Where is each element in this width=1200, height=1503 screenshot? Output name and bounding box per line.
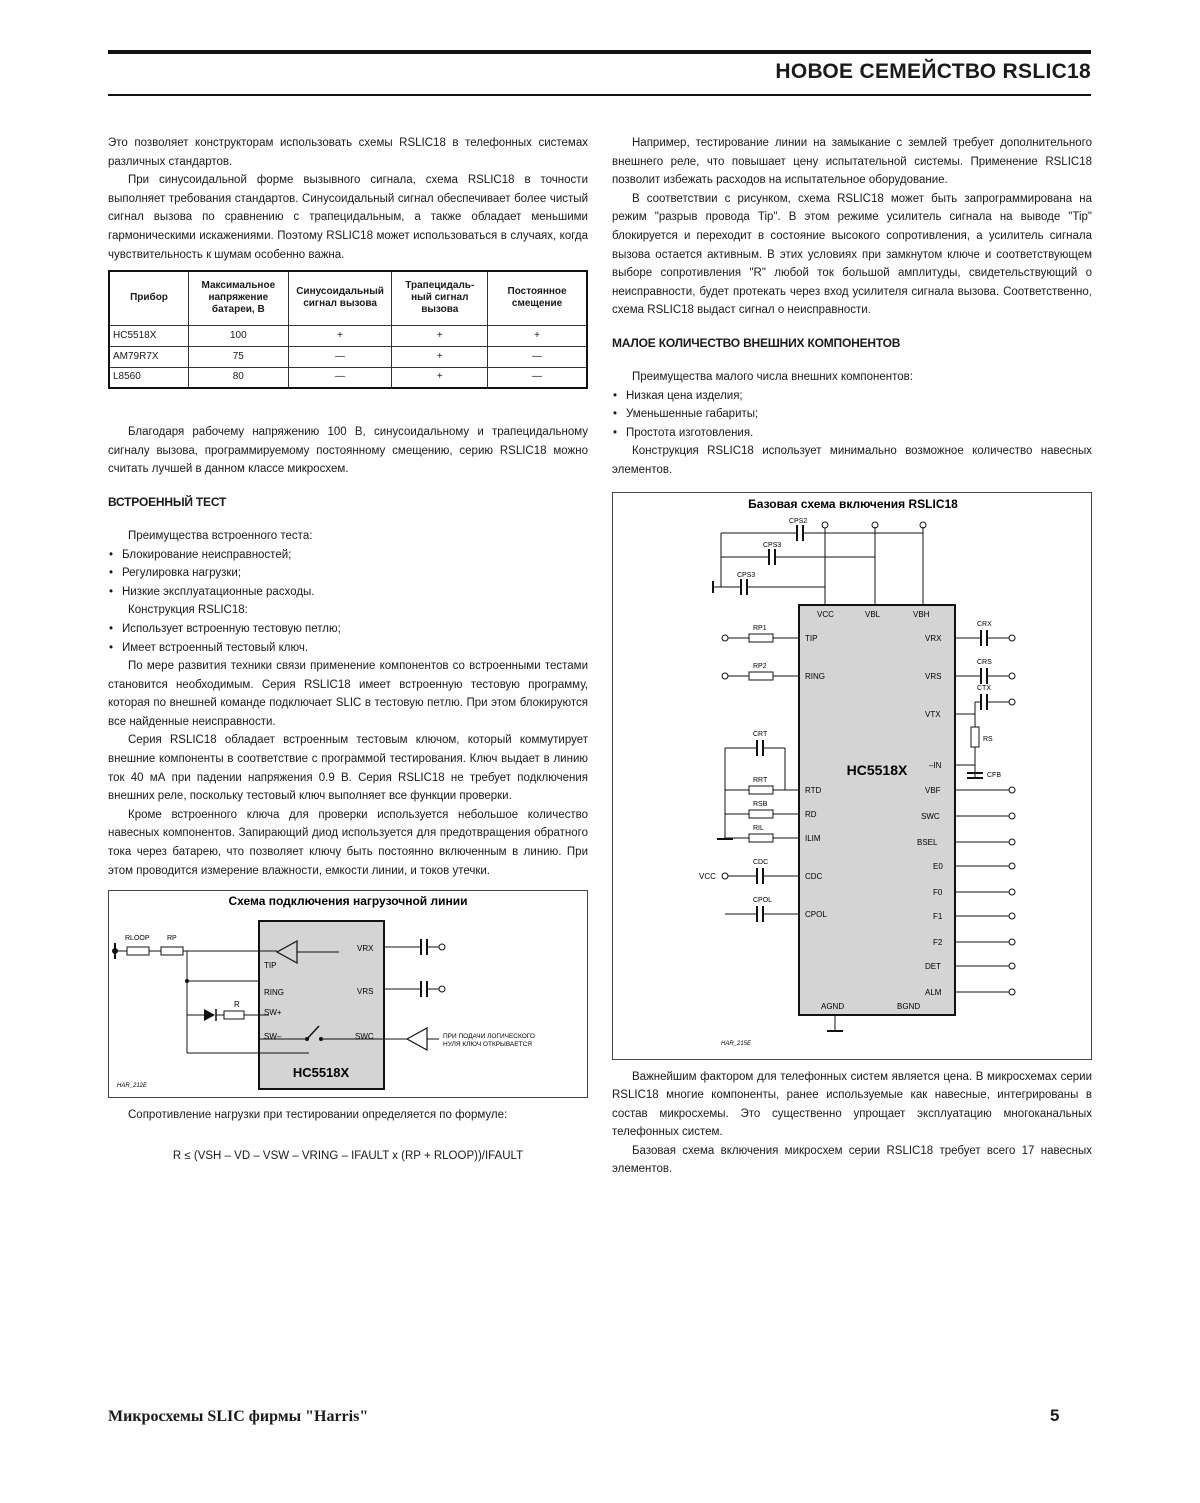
figure-title: Базовая схема включения RSLIC18 [748, 496, 958, 511]
pin-label: DET [925, 961, 941, 971]
table-cell: 100 [189, 325, 289, 346]
terminal [439, 986, 445, 992]
page-number: 5 [1050, 1406, 1060, 1425]
footer-title: Микросхемы SLIC фирмы "Harris" [108, 1408, 369, 1425]
paragraph: Конструкция RSLIC18 использует минимально возможное количество навесных элементов. [612, 445, 1092, 476]
pin-label: TIP [805, 633, 818, 643]
pin-label: VBL [865, 609, 881, 619]
pin-label: VBH [913, 609, 930, 619]
list-intro: Конструкция RSLIC18: [128, 604, 248, 617]
table-cell: HC5518X [109, 325, 189, 346]
chip-body [799, 605, 955, 1015]
basic-circuit-schematic [612, 492, 1092, 1060]
table-cell: — [488, 346, 587, 367]
resistor-rp [161, 947, 183, 955]
pin-label: VBF [925, 785, 941, 795]
basic-circuit-drawing [613, 493, 1091, 1059]
list-item: • Простота изготовления. [612, 424, 1092, 443]
pin-label: CPOL [805, 909, 827, 919]
list-item: • Использует встроенную тестовую петлю; [108, 620, 588, 639]
terminal [1009, 913, 1015, 919]
list-item: • Блокирование неисправностей; [108, 546, 588, 565]
component-label: CDC [753, 858, 769, 866]
page-title: НОВОЕ СЕМЕЙСТВО RSLIC18 [775, 60, 1091, 83]
switch-contact [319, 1037, 323, 1041]
component-label: CFB [987, 771, 1001, 779]
pin-label: F0 [933, 887, 943, 897]
component-label: RS [983, 735, 993, 743]
table-cell: — [288, 367, 392, 388]
component-label: R [234, 1000, 240, 1010]
resistor [749, 810, 773, 818]
pin-label: SWC [355, 1032, 374, 1042]
pin-label: RING [805, 671, 825, 681]
resistor [749, 834, 773, 842]
bullet-list [108, 620, 588, 657]
note-text: НУЛЯ КЛЮЧ ОТКРЫВАЕТСЯ [443, 1041, 532, 1049]
comparison-table [108, 270, 588, 389]
formula: R ≤ (VSH – VD – VSW – VRING – IFAULT x (RP + RLOOP))/IFAULT [172, 1149, 524, 1162]
pin-label: AGND [821, 1001, 845, 1011]
figure-code: HAR_215E [721, 1040, 752, 1047]
list-item: • Низкие эксплуатационные расходы. [108, 583, 588, 602]
list-item: • Низкая цена изделия; [612, 387, 1092, 406]
pin-label: RING [264, 988, 284, 998]
component-label: RP1 [753, 624, 767, 632]
terminal [1009, 863, 1015, 869]
note-text: ПРИ ПОДАЧИ ЛОГИЧЕСКОГО [443, 1033, 535, 1041]
section-heading: ВСТРОЕННЫЙ ТЕСТ [108, 494, 227, 509]
terminal [439, 944, 445, 950]
output-lines [955, 787, 1015, 995]
table-cell: + [392, 367, 488, 388]
component-label: RIL [753, 824, 764, 832]
component-label: RLOOP [125, 935, 150, 943]
paragraph: Важнейшим фактором для телефонных систем является цена. В микросхемах серии RSLIC18 многие компоненты, ранее используемые как навесные, интегрированы в состав микросхемы. Это существенно упрощает эксплуатацию многоканальных телефонных систем. [612, 1070, 1092, 1139]
load-line-schematic-drawing [109, 891, 587, 1097]
resistor-rs [971, 727, 979, 747]
table-cell: + [392, 346, 488, 367]
component-label: RP2 [753, 662, 767, 670]
pin-label: BGND [897, 1001, 921, 1011]
component-label: VCC [699, 871, 716, 881]
list-intro: Преимущества малого числа внешних компонентов: [632, 370, 913, 383]
paragraph: Сопротивление нагрузки при тестировании определяется по формуле: [128, 1109, 508, 1122]
component-label: CRT [753, 730, 768, 738]
paragraph: По мере развития техники связи применение компонентов со встроенными тестами становится необходимым. Серия RSLIC18 имеет встроенную тестовую программу, которая по внешней команде подключает SLIC в тестовую петлю. При этом блокируются все найденные неисправности. [108, 660, 588, 728]
pin-label: ILIM [805, 833, 821, 843]
terminal [722, 635, 728, 641]
pin-label: VRX [925, 633, 942, 643]
pin-label: ALM [925, 987, 942, 997]
table-cell: + [392, 325, 488, 346]
terminal [722, 873, 728, 879]
inverter-symbol [407, 1028, 427, 1050]
table-cell: AM79R7X [109, 346, 189, 367]
terminal [1009, 963, 1015, 969]
table-header-cell: Трапецидаль-ный сигнал вызова [392, 271, 488, 325]
table-cell: — [488, 367, 587, 388]
terminal [822, 522, 828, 528]
chip-label: HC5518X [292, 1065, 350, 1081]
table-cell: L8560 [109, 367, 189, 388]
component-label: CPOL [753, 896, 773, 904]
section-heading: МАЛОЕ КОЛИЧЕСТВО ВНЕШНИХ КОМПОНЕНТОВ [612, 335, 901, 350]
figure-code: HAR_212E [117, 1083, 148, 1090]
pin-label: BSEL [917, 837, 938, 847]
terminal [1009, 813, 1015, 819]
table-header-row [109, 271, 587, 325]
terminal [1009, 673, 1015, 679]
table-header-cell: Максимальное напряжение батареи, В [189, 271, 289, 325]
pin-label: VRX [357, 944, 374, 954]
paragraph: Благодаря рабочему напряжению 100 В, синусоидальному и трапецидальному сигналу вызова, программируемому постоянному смещению, серию RSLIC18 можно считать лучшей в данном классе микросхем. [108, 426, 588, 476]
pin-label: VRS [357, 987, 374, 997]
pin-label: VCC [817, 609, 834, 619]
component-label: CPS3 [737, 571, 756, 579]
component-label: CRX [977, 620, 992, 628]
pin-label: E0 [933, 861, 943, 871]
table-header-cell: Постоянное смещение [488, 271, 587, 325]
list-item: • Уменьшенные габариты; [612, 405, 1092, 424]
component-label: CPS2 [789, 517, 808, 525]
header-bottom-rule [108, 94, 1091, 96]
table-cell: 80 [189, 367, 289, 388]
right-column [612, 134, 1092, 1179]
pin-label: RD [805, 809, 817, 819]
table-header-cell: Прибор [109, 271, 189, 325]
bullet-list [108, 546, 588, 602]
terminal [1009, 635, 1015, 641]
switch-contact [305, 1037, 309, 1041]
component-label: CPS3 [763, 541, 782, 549]
terminal [1009, 889, 1015, 895]
terminal [1009, 839, 1015, 845]
paragraph: Серия RSLIC18 обладает встроенным тестовым ключом, который коммутирует внешние компоненты в соответствие с программой тестирования. Ключ выдает в линию ток 40 мА при падении напряжения 0.9 В. Серия RSLIC18 не требует подключения внешних реле, поскольку тестовый ключ выполняет все функции проверки. [108, 734, 588, 803]
component-label: RP [167, 935, 177, 943]
table-row [109, 346, 587, 367]
figure-title: Схема подключения нагрузочной линии [228, 894, 468, 909]
terminal [1009, 787, 1015, 793]
list-intro: Преимущества встроенного теста: [128, 529, 313, 542]
paragraph: Кроме встроенного ключа для проверки используется небольшое количество навесных компонентов. Запирающий диод используется для предотвращения обратного тока через батарею, что позволяет ключу быть постоянно включенным в линию. При этом проводится измерение влажности, емкости линии, и токов утечки. [108, 808, 588, 877]
diode-symbol [204, 1009, 215, 1021]
paragraph: Например, тестирование линии на замыкание с землей требует дополнительного внешнего реле, что повышает цену испытательной системы. Применение RSLIC18 позволит избежать расходов на испытательное оборудование. [612, 137, 1092, 187]
pin-label: F2 [933, 937, 943, 947]
paragraph: Базовая схема включения микросхем серии RSLIC18 требует всего 17 навесных элементов. [612, 1144, 1092, 1176]
table-row [109, 367, 587, 388]
paragraph: При синусоидальной форме вызывного сигнала, схема RSLIC18 в точности выполняет требования стандартов. Синусоидальный сигнал обеспечивает более чистый сигнал вызова по сравнению с трапецидальным, а также обладает меньшими гармоническими искажениями. Поэтому RSLIC18 может использоваться в случаях, когда чувствительность к шумам особенно важна. [108, 174, 588, 261]
pin-label: VTX [925, 709, 941, 719]
table-row [109, 325, 587, 346]
resistor-rloop [127, 947, 149, 955]
pin-label: RTD [805, 785, 822, 795]
pin-label: –IN [929, 760, 942, 770]
junction [185, 979, 189, 983]
resistor [749, 672, 773, 680]
component-label: CRS [977, 658, 992, 666]
table-header-cell: Синусоидальный сигнал вызова [288, 271, 392, 325]
pin-label: CDC [805, 871, 823, 881]
component-label: CTX [977, 684, 991, 692]
resistor [749, 786, 773, 794]
left-column [108, 134, 588, 1165]
terminal [1009, 699, 1015, 705]
resistor [749, 634, 773, 642]
list-item: • Имеет встроенный тестовый ключ. [108, 639, 588, 658]
pin-label: F1 [933, 911, 943, 921]
load-line-schematic [108, 890, 588, 1098]
bullet-list [612, 387, 1092, 443]
pin-label: SW+ [264, 1008, 282, 1018]
pin-label: VRS [925, 671, 942, 681]
table-cell: — [288, 346, 392, 367]
table-cell: + [488, 325, 587, 346]
chip-label: HC5518X [846, 761, 908, 778]
component-label: RRT [753, 776, 768, 784]
paragraph: Это позволяет конструкторам использовать схемы RSLIC18 в телефонных системах различных стандартов. [108, 137, 588, 168]
pin-label: SW– [264, 1032, 282, 1042]
header-top-rule [108, 50, 1091, 54]
resistor-r [224, 1011, 244, 1019]
pin-label: SWC [921, 811, 940, 821]
terminal [722, 673, 728, 679]
list-item: • Регулировка нагрузки; [108, 564, 588, 583]
terminal [1009, 939, 1015, 945]
table-cell: 75 [189, 346, 289, 367]
terminal [1009, 989, 1015, 995]
table-cell: + [288, 325, 392, 346]
pin-label: TIP [264, 961, 277, 971]
paragraph: В соответствии с рисунком, схема RSLIC18 может быть запрограммирована на режим "разрыв провода Tip". В этом режиме усилитель сигнала на выводе "Tip" блокируется и переходит в состояние высокого сопротивления, а усилитель сигнала вызова остается активным. В этих условиях при замкнутом ключе и соответствующем выборе сопротивления "R" любой ток большой амплитуды, свидетельствующий о неисправности, будет протекать через вход усилителя сигнала вызова. Соответственно, схема RSLIC18 выдаст сигнал о неисправности. [612, 192, 1092, 317]
component-label: RSB [753, 800, 768, 808]
